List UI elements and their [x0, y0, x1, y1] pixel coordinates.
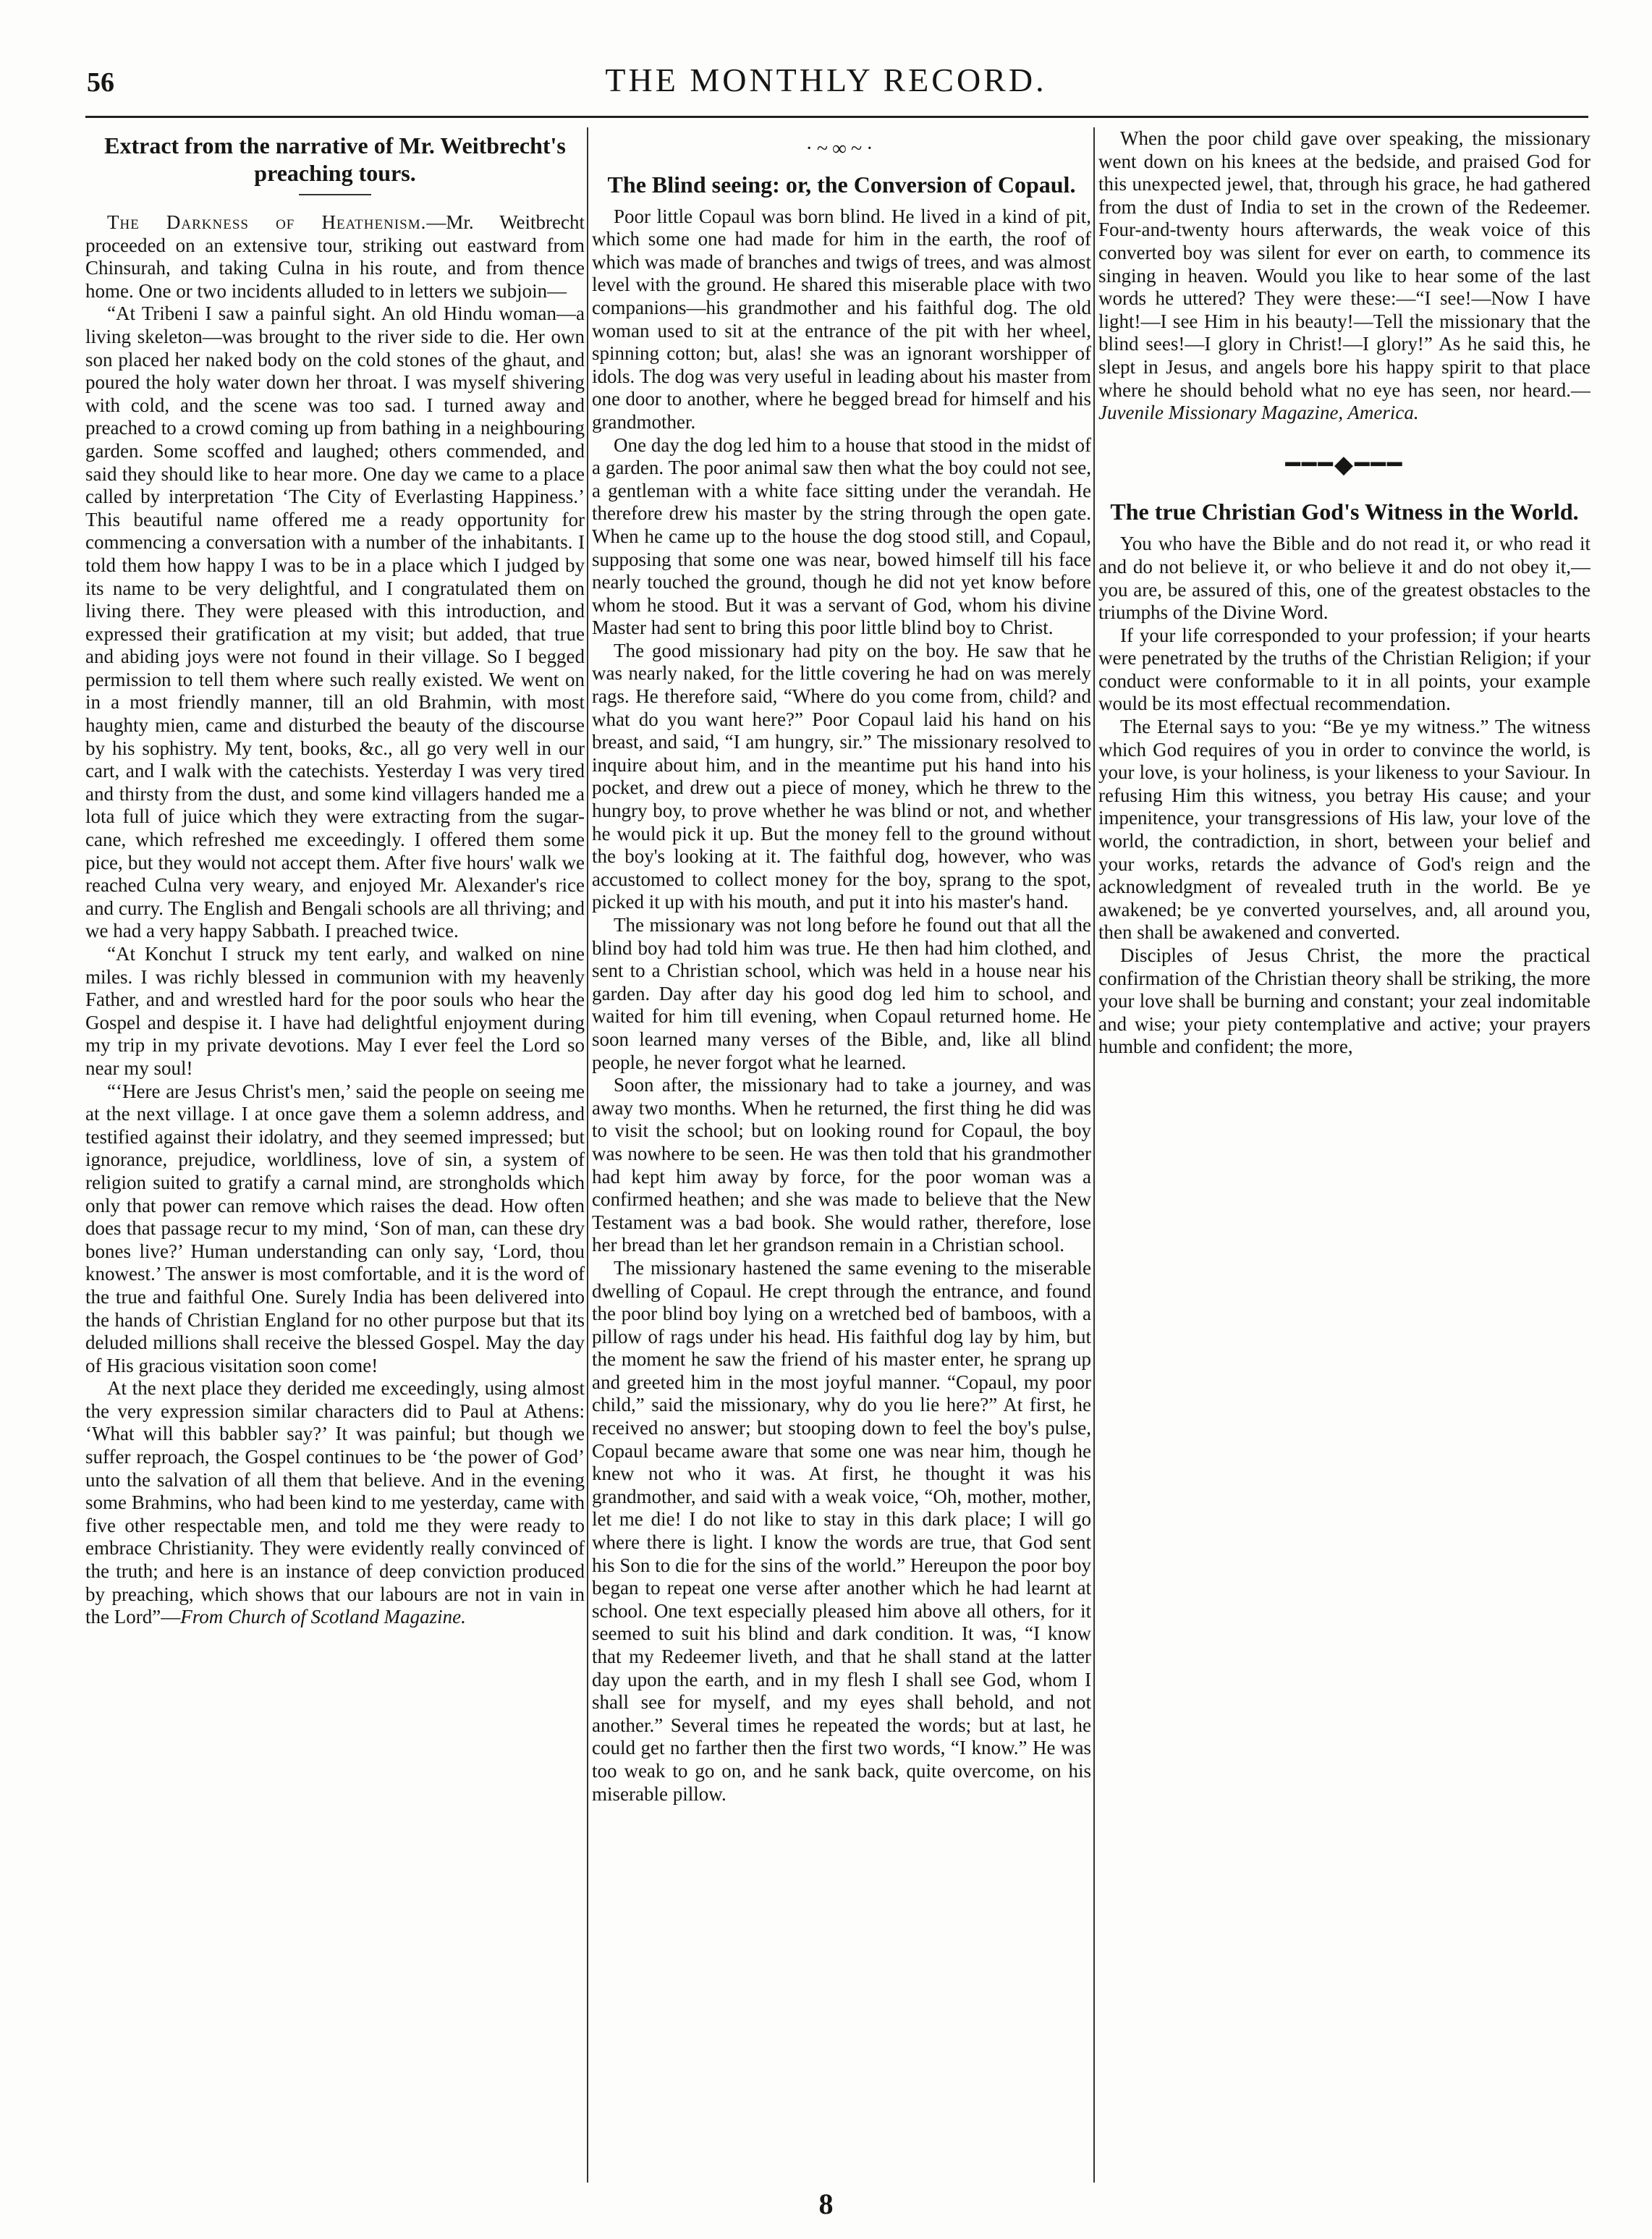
- article-3-paragraph: You who have the Bible and do not read it, or who read it and do not believe it, or who believe it and do not obey it,—you are, be assured of this, one of the greatest obstacles to the triumphs of the Divine Word.: [1098, 533, 1590, 624]
- article-2-paragraph: One day the dog led him to a house that stood in the midst of a garden. The poor animal saw then what the boy could not see, a gentleman with a white face sitting under the verandah. He therefore drew his master by the string through the open gate. When he came up to the house the dog stood still, and Copaul, supposing that some one was near, bowed himself till his face nearly touched the ground, though he did not yet know before whom he stood. But it was a servant of God, whom his divine Master had sent to bring this poor little blind boy to Christ.: [592, 433, 1091, 639]
- article-2-paragraph: Soon after, the missionary had to take a journey, and was away two months. When he returned, the first thing he did was to visit the school; but on looking round for Copaul, the boy was nowhere to be seen. He was then told that his grandmother had kept him away by force, for the poor woman was a confirmed heathen; and she was made to believe that the New Testament was a bad book. She would rather, therefore, lose her bread than let her grandson remain in a Christian school.: [592, 1074, 1091, 1256]
- article-2-paragraph: The missionary was not long before he found out that all the blind boy had told him was true. He then had him clothed, and sent to a Christian school, which was held in a house near his garden. Day after day his good dog led him to school, and waited for him till evening, when Copaul returned home. He soon learned many verses of the Bible, and, like all blind people, he never forgot what he learned.: [592, 914, 1091, 1073]
- article-2-paragraph: Poor little Copaul was born blind. He lived in a kind of pit, which some one had made for him in the earth, the roof of which was made of branches and twigs of trees, and was almost level with the ground. He shared this miserable place with two companions—his grandmother and his faithful dog. The old woman used to sit at the entrance of the pit with her wheel, spinning cotton; but, alas! she was an ignorant worshipper of idols. The dog was very useful in leading about his master from one door to another, where he begged bread for himself and his grandmother.: [592, 205, 1091, 433]
- ornament-divider: ·~∞~·: [805, 137, 878, 160]
- article-2-paragraph: The good missionary had pity on the boy. He saw that he was nearly naked, for the little covering he had on was merely rags. He therefore said, “Where do you come from, child? and what do you want here?” Poor Copaul laid his hand on his breast, and said, “I am hungry, sir.” The missionary resolved to inquire about him, and in the meantime put his hand into his pocket, and drew out a piece of money, which he threw to the hungry boy, to prove whether he was blind or not, and whether he would pick it up. But the money fell to the ground without the boy's looking at it. The faithful dog, however, who was accustomed to collect money for the boy, sprang to the spot, picked it up with his mouth, and put it into his master's hand.: [592, 639, 1091, 913]
- column-3: [1098, 127, 1590, 2183]
- article-3-paragraph: If your life corresponded to your profession; if your hearts were penetrated by the truths of the Christian Religion; if your conduct were conformable to it in all points, your example would be its most effectual recommendation.: [1098, 624, 1590, 715]
- article-1-source: From Church of Scotland Magazine.: [180, 1606, 466, 1628]
- column-rule: [1093, 127, 1095, 2183]
- article-1-paragraph: “At Tribeni I saw a painful sight. An old Hindu woman—a living skeleton—was brought to the river side to die. Her own son placed her naked body on the cold stones of the ghaut, and poured the holy water down her throat. I was myself shivering with cold, and the scene was too sad. I turned away and preached to a crowd coming up from bathing in a neighbouring garden. Some scoffed and laughed; others commended, and said they should like to hear more. One day we came to a place called by interpretation ‘The City of Everlasting Happiness.’ This beautiful name offered me a ready opportunity for commencing a conversation with a number of the inhabitants. I told them how happy I was to be in a place which I judged by its name to be very delightful, and I congratulated them on living there. They were pleased with this introduction, and expressed their gratification at my visit; but added, that true and abiding joys were not found in their village. So I begged permission to tell them where such really existed. We went on in a most friendly manner, till an old Brahmin, with most haughty mien, came and disturbed the beauty of the discourse by his sophistry. My tent, books, &c., all go very well in our cart, and I walk with the catechists. Yesterday I was very tired and thirsty from the dust, and some kind villagers handed me a lota full of juice which they were extracting from the sugar-cane, which refreshed me exceedingly. I offered them some pice, but they would not accept them. After five hours' walk we reached Culna very weary, and enjoyed Mr. Alexander's rice and curry. The English and Bengali schools are all thriving; and we had a very happy Sabbath. I preached twice.: [85, 302, 585, 942]
- article-1-title: Extract from the narrative of Mr. Weitbrecht's preaching tours.: [104, 132, 566, 186]
- article-2-title: The Blind seeing: or, the Conversion of Copaul.: [607, 171, 1076, 198]
- article-1-paragraph: [85, 211, 585, 302]
- article-1-lead-in: The Darkness of Heathenism.: [107, 211, 427, 233]
- ornament-divider: ━━━◆━━━: [1285, 451, 1404, 478]
- header-rule: [85, 116, 1588, 118]
- article-2-paragraph: [1098, 127, 1590, 425]
- article-1-paragraph-text: —Mr. Weitbrecht proceeded on an extensive tour, striking out eastward from Chinsurah, and taking Culna in his route, and from thence home. One or two incidents alluded to in letters we subjoin—: [85, 211, 585, 302]
- article-3-paragraph: The Eternal says to you: “Be ye my witness.” The witness which God requires of you in order to convince the world, is your love, is your holiness, is your likeness to your Saviour. In refusing Him this witness, you betray His cause; and your impenitence, your transgressions of His law, your love of the world, the contradiction, in short, between your belief and your works, retards the advance of God's reign and the acknowledgment of revealed truth in the world. Be ye awakened; be ye converted yourselves, and, all around you, then shall be awakened and converted.: [1098, 716, 1590, 944]
- article-1-paragraph-text: At the next place they derided me exceedingly, using almost the very expression similar characters did to Paul at Athens: ‘What will this babbler say?’ It was painful; but though we suffer reproach, the Gospel continues to be ‘the power of God’ unto the salvation of all them that believe. And in the evening some Brahmins, who had been kind to me yesterday, came with five other respectable men, and told me they were ready to embrace Christianity. They were evidently really convinced of the truth; and here is an instance of deep conviction produced by preaching, which shows that our labours are not in vain in the Lord”—: [85, 1377, 585, 1628]
- title-rule: [299, 194, 371, 195]
- article-1-paragraph: “‘Here are Jesus Christ's men,’ said the people on seeing me at the next village. I at once gave them a solemn address, and testified against their idolatry, and they seemed impressed; but ignorance, prejudice, worldliness, love of sin, a system of religion suited to gratify a carnal mind, are strongholds which only that power can remove which raises the dead. How often does that passage recur to my mind, ‘Son of man, can these dry bones live?’ Human understanding can only say, ‘Lord, thou knowest.’ The answer is most comfortable, and it is the word of the true and faithful One. Surely India has been delivered into the hands of Christian England for no other purpose but that its deluded millions shall receive the blessed Gospel. May the day of His gracious visitation soon come!: [85, 1080, 585, 1376]
- article-3-title: The true Christian God's Witness in the World.: [1110, 499, 1579, 525]
- column-1: [85, 127, 585, 2183]
- article-3-paragraph: Disciples of Jesus Christ, the more the practical confirmation of the Christian theory shall be striking, the more your love shall be burning and constant; your zeal indomitable and wise; your piety contemplative and active; your prayers humble and confident; the more,: [1098, 944, 1590, 1058]
- article-2-source: Juvenile Missionary Magazine, America.: [1098, 402, 1419, 424]
- signature-mark: 8: [818, 2188, 834, 2220]
- column-rule: [587, 127, 588, 2183]
- column-2: [592, 127, 1091, 2183]
- running-title: THE MONTHLY RECORD.: [605, 62, 1047, 98]
- article-2-paragraph-text: When the poor child gave over speaking, the missionary went down on his knees at the bedside, and praised God for this unexpected jewel, that, through his grace, he had gathered from the dust of India to set in the crown of the Redeemer. Four-and-twenty hours afterwards, the weak voice of this converted boy was silent for ever on earth, to commence its singing in heaven. Would you like to hear some of the last words he uttered? They were these:—“I see!—Now I have light!—I see Him in his beauty!—Tell the missionary that the blind sees!—I glory in Christ!—I glory!” As he said this, he slept in Jesus, and angels bore his happy spirit to that place where he should behold what no eye has seen, nor heard.—: [1098, 127, 1590, 401]
- article-1-paragraph: “At Konchut I struck my tent early, and walked on nine miles. I was richly blessed in communion with my heavenly Father, and and wrestled hard for the poor souls who hear the Gospel and despise it. I have had delightful enjoyment during my trip in my private devotions. May I ever feel the Lord so near my soul!: [85, 943, 585, 1079]
- page-number: 56: [87, 67, 114, 98]
- article-2-paragraph: The missionary hastened the same evening to the miserable dwelling of Copaul. He crept through the entrance, and found the poor blind boy lying on a wretched bed of bamboos, with a pillow of rags under his head. His faithful dog lay by him, but the moment he saw the friend of his master enter, he sprang up and greeted him in the most joyful manner. “Copaul, my poor child,” said the missionary, why do you lie here?” At first, he received no answer; but stooping down to feel the boy's pulse, Copaul became aware that some one was near him, though he knew not who it was. At first, he thought it was his grandmother, and said with a weak voice, “Oh, mother, mother, let me die! I do not like to stay in this dark place; I will go where there is light. I know the words are true, that God sent his Son to die for the sins of the world.” Hereupon the poor boy began to repeat one verse after another which he had learnt at school. One text especially pleased him above all others, for it seemed to suit his blind and dark condition. It was, “I know that my Redeemer liveth, and that he shall stand at the latter day upon the earth, and in my flesh I shall see God, whom I shall see for myself, and my eyes shall behold, and not another.” Several times he repeated the words; but at last, he could get no farther then the first two words, “I know.” He was too weak to go on, and he sank back, quite overcome, on his miserable pillow.: [592, 1256, 1091, 1805]
- article-1-paragraph: [85, 1377, 585, 1629]
